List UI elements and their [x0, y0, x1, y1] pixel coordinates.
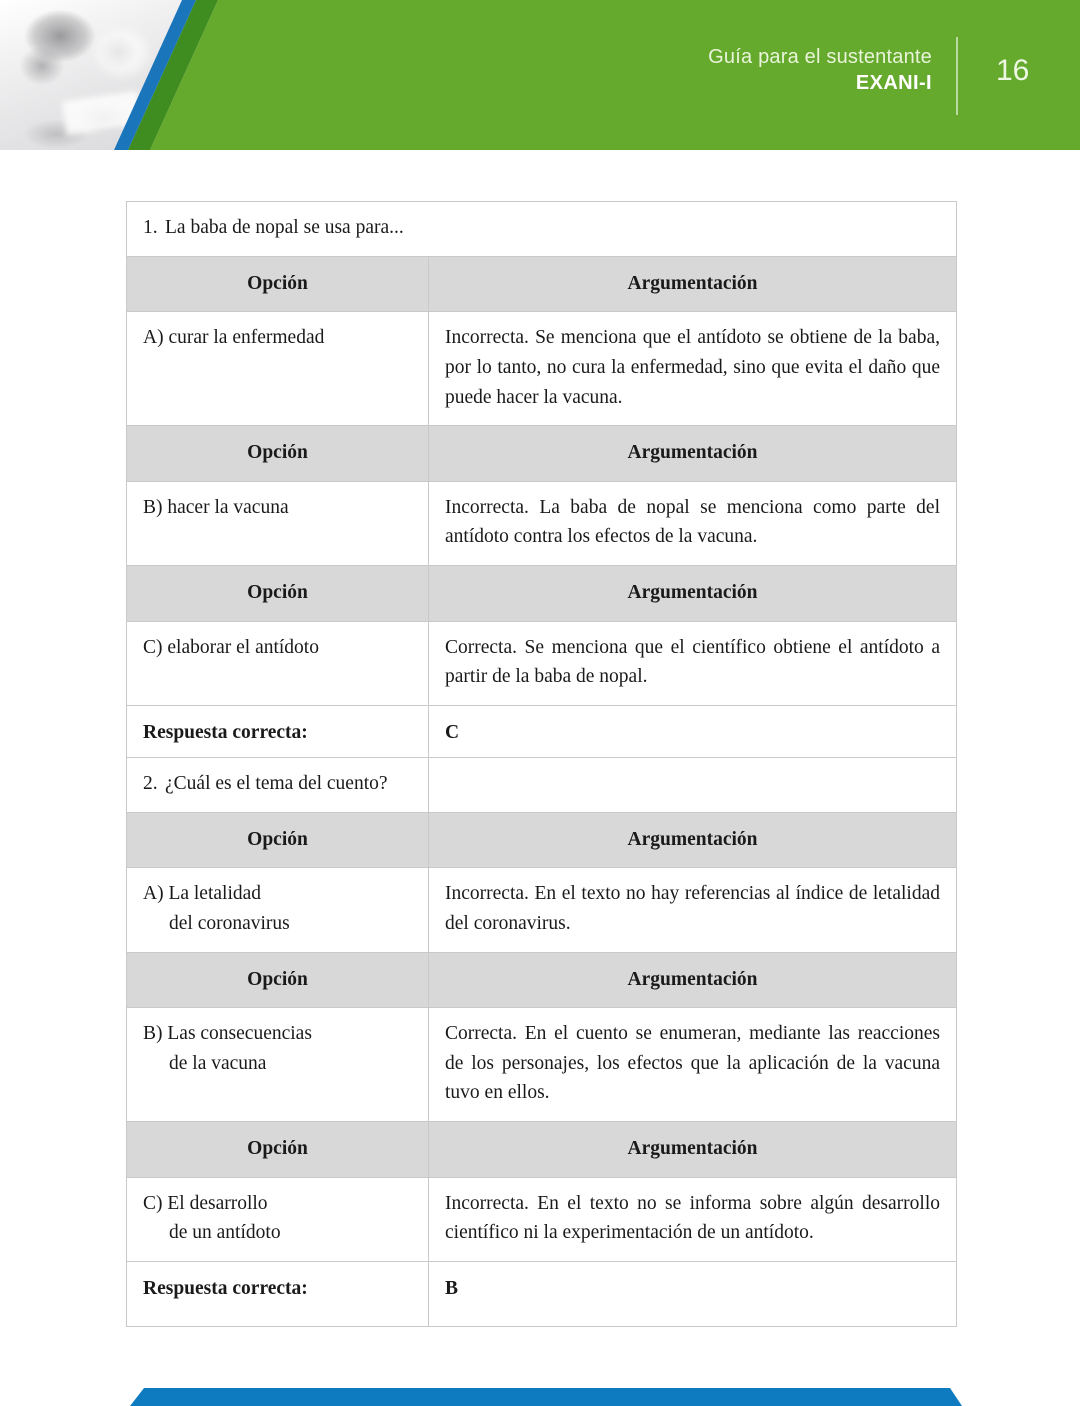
column-header-row — [127, 812, 957, 868]
option-label: C) elaborar el antídoto — [127, 621, 429, 705]
column-header-row — [127, 566, 957, 622]
column-header-option: Opción — [127, 426, 429, 482]
column-header-row — [127, 1122, 957, 1178]
header-divider — [956, 37, 958, 115]
answer-label: Respuesta correcta: — [127, 705, 429, 770]
column-header-option: Opción — [127, 812, 429, 868]
column-header-option: Opción — [127, 256, 429, 312]
question-text-cell — [127, 202, 957, 257]
option-label: B) Las consecuencias — [143, 1023, 312, 1045]
column-header-argumentation: Argumentación — [429, 256, 957, 312]
answer-row — [127, 1261, 957, 1326]
option-row — [127, 481, 957, 565]
column-header-argumentation: Argumentación — [429, 566, 957, 622]
question-number: 2. — [143, 773, 158, 794]
answer-value: C — [429, 705, 957, 770]
column-header-argumentation: Argumentación — [429, 812, 957, 868]
question-text-cell — [127, 758, 429, 813]
page-header — [0, 0, 1080, 150]
column-header-row — [127, 426, 957, 482]
option-argument: Correcta. En el cuento se enumeran, mediante las reacciones de los personajes, los efectos que la aplicación de la vacuna tuvo en ellos. — [429, 1008, 957, 1122]
option-row — [127, 1008, 957, 1122]
option-label-cell — [127, 868, 429, 952]
option-label: A) La letalidad — [143, 883, 262, 905]
option-argument: Incorrecta. Se menciona que el antídoto se obtiene de la baba, por lo tanto, no cura la enfermedad, sino que evita el daño que puede hacer la vacuna. — [429, 312, 957, 426]
question-row — [127, 758, 957, 813]
option-label-cell — [127, 1177, 429, 1261]
option-argument: Incorrecta. En el texto no hay referencias al índice de letalidad del coronavirus. — [429, 868, 957, 952]
column-header-argumentation: Argumentación — [429, 1122, 957, 1178]
question-table-1-wrapper — [126, 201, 956, 771]
column-header-option: Opción — [127, 566, 429, 622]
column-header-row — [127, 952, 957, 1008]
option-argument: Incorrecta. La baba de nopal se menciona como parte del antídoto contra los efectos de la vacuna. — [429, 481, 957, 565]
question-row-empty-cell — [429, 758, 957, 813]
option-row — [127, 621, 957, 705]
answer-value: B — [429, 1261, 957, 1326]
option-row — [127, 312, 957, 426]
option-label: C) El desarrollo — [143, 1192, 268, 1214]
guide-title: Guía para el sustentante — [708, 46, 932, 68]
question-table-1 — [126, 201, 957, 771]
footer-blue-bar — [0, 1388, 1080, 1406]
exam-name: EXANI-I — [855, 72, 932, 95]
header-text-block — [708, 44, 932, 97]
option-label: B) hacer la vacuna — [127, 481, 429, 565]
option-label: A) curar la enfermedad — [127, 312, 429, 426]
column-header-option: Opción — [127, 952, 429, 1008]
question-row — [127, 202, 957, 257]
question-statement: La baba de nopal se usa para... — [165, 217, 404, 238]
column-header-row — [127, 256, 957, 312]
option-argument: Correcta. Se menciona que el científico obtiene el antídoto a partir de la baba de nopal. — [429, 621, 957, 705]
question-statement: ¿Cuál es el tema del cuento? — [165, 773, 388, 794]
option-argument: Incorrecta. En el texto no se informa sobre algún desarrollo científico ni la experimentación de un antídoto. — [429, 1177, 957, 1261]
option-row — [127, 868, 957, 952]
column-header-option: Opción — [127, 1122, 429, 1178]
answer-label: Respuesta correcta: — [127, 1261, 429, 1326]
option-label-cell — [127, 1008, 429, 1122]
option-label-line2: de la vacuna — [169, 1052, 267, 1074]
option-row — [127, 1177, 957, 1261]
question-table-2-wrapper — [126, 757, 956, 1327]
question-number: 1. — [143, 217, 158, 238]
page-number: 16 — [996, 54, 1030, 87]
option-label-line2: del coronavirus — [169, 912, 290, 934]
column-header-argumentation: Argumentación — [429, 952, 957, 1008]
column-header-argumentation: Argumentación — [429, 426, 957, 482]
header-photo-highlight-upper — [96, 30, 148, 76]
option-label-line2: de un antídoto — [169, 1222, 281, 1244]
question-table-2 — [126, 757, 957, 1327]
